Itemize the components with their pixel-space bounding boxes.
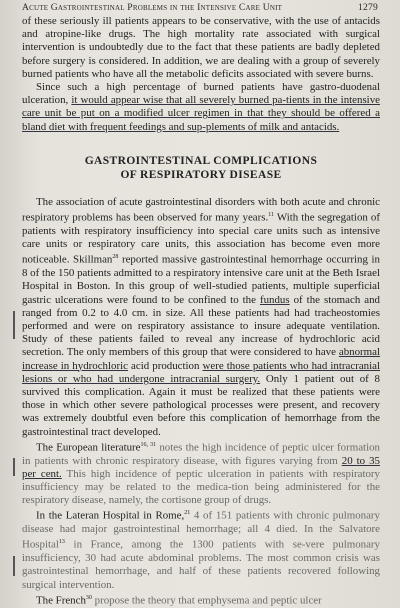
running-header bbox=[22, 2, 378, 13]
paragraph-european: The European literature$^{16, 31}$ notes the high incidence of peptic ulcer formation in patients with chronic respiratory disease, with figures varying from 20 to 35 per cent. This high incidence of peptic ulceration in patients with respiratory insufficiency may be related to the medica-tion being administered for the respiratory disease, namely, the cortisone group of drugs. bbox=[22, 441, 380, 507]
reference: 28 bbox=[112, 254, 119, 261]
reference: 16, 31 bbox=[140, 441, 157, 448]
running-title: Acute Gastrointestinal Problems in the Intensive Care Unit bbox=[22, 2, 283, 13]
reference: 30 bbox=[85, 594, 92, 601]
paragraph-lateran: In the Lateran Hospital in Rome,$^{21}$ 4 of 151 patients with chronic pulmonary disease had major gastrointestinal hemorrhage; all 4 died. In the Salvatore Hospital$^{13}$ in France, among the 1300 patients with se-vere pulmonary insufficiency, 30 had acute abdominal problems. The most common crisis was gastrointestinal hemorrhage, and half of these patients recovered following surgical intervention. bbox=[22, 510, 380, 591]
section-heading: GASTROINTESTINAL COMPLICATIONS OF RESPIRATORY DISEASE bbox=[84, 154, 318, 181]
paragraph-association: The association of acute gastrointestinal disorders with both acute and chronic respiratory problems has been observed for many years.$^{11}$ With the segregation of patients with respiratory insufficiency into special care units such as intensive care units or respiratory care units, this association has become even more noticeable. Skillman$^{28}$ reported massive gastrointestinal hemorrhage occurring in 8 of the 150 patients admitted to a respiratory intensive care unit at the Beth Israel Hospital in Boston. In this group of well-studied patients, multiple superficial gastric ulcerations were found to be confined to the fundus of the stomach and ranged from 0.2 to 4.0 cm. in size. All these patients had had tracheostomies performed and were on respiratory assistance to insure adequate ventilation. Study of these patients failed to reveal any increase of hydrochloric acid secretion. The only members of this group that were considered to have abnormal increase in hydrochloric acid production were those patients who had intracranial lesions or who had undergone intracranial surgery. Only 1 patient out of 8 survived this complication. Again it must be realized that these patients were those in which other severe pathological processes were present, and recovery was extremely doubtful even before this complication of hemorrhage from the gastrointestinal tract developed. bbox=[22, 195, 380, 438]
margin-mark-1 bbox=[13, 311, 15, 339]
page-number: 1279 bbox=[358, 2, 378, 13]
reference: 13 bbox=[58, 539, 65, 546]
reference: 11 bbox=[268, 212, 274, 219]
underlined-intracranial: were those patients who had intracranial lesions or who had undergone intracranial surgery. bbox=[22, 359, 380, 385]
underlined-hcl: abnormal increase in hydrochloric bbox=[22, 346, 380, 372]
margin-mark-2 bbox=[13, 458, 15, 476]
paragraph-french: The French$^{30}$ propose the theory that emphysema and peptic ulcer bbox=[36, 594, 322, 607]
reference: 21 bbox=[184, 510, 191, 517]
underlined-recommendation: it would appear wise that all severely burned pa-tients in the intensive care unit be put on a modified ulcer regimen in that they should be offered a bland diet with frequent feedings and sup-plements of milk and antacids. bbox=[22, 94, 380, 133]
paragraph-burns: Since such a high percentage of burned patients have gastro-duodenal ulceration, it would appear wise that all severely burned pa-tients in the intensive care unit be put on a modified ulcer regimen in that they should be offered a bland diet with frequent feedings and sup-plements of milk and antacids. bbox=[22, 81, 380, 133]
underlined-fundus: fundus bbox=[259, 293, 290, 306]
paragraph-intro: of these seriously ill patients appears to be conservative, with the use of antacids and atropine-like drugs. The high mortality rate associated with surgical intervention is undoubtedly due to the fact that these patients are badly depleted before surgery is considered. In addition, we are dealing with a group of severely burned patients who have all the metabolic deficits associated with severe burns. bbox=[22, 15, 380, 80]
margin-mark-3 bbox=[13, 556, 15, 576]
body-text bbox=[22, 15, 380, 608]
underlined-percent: 20 to 35 per cent. bbox=[22, 454, 380, 480]
